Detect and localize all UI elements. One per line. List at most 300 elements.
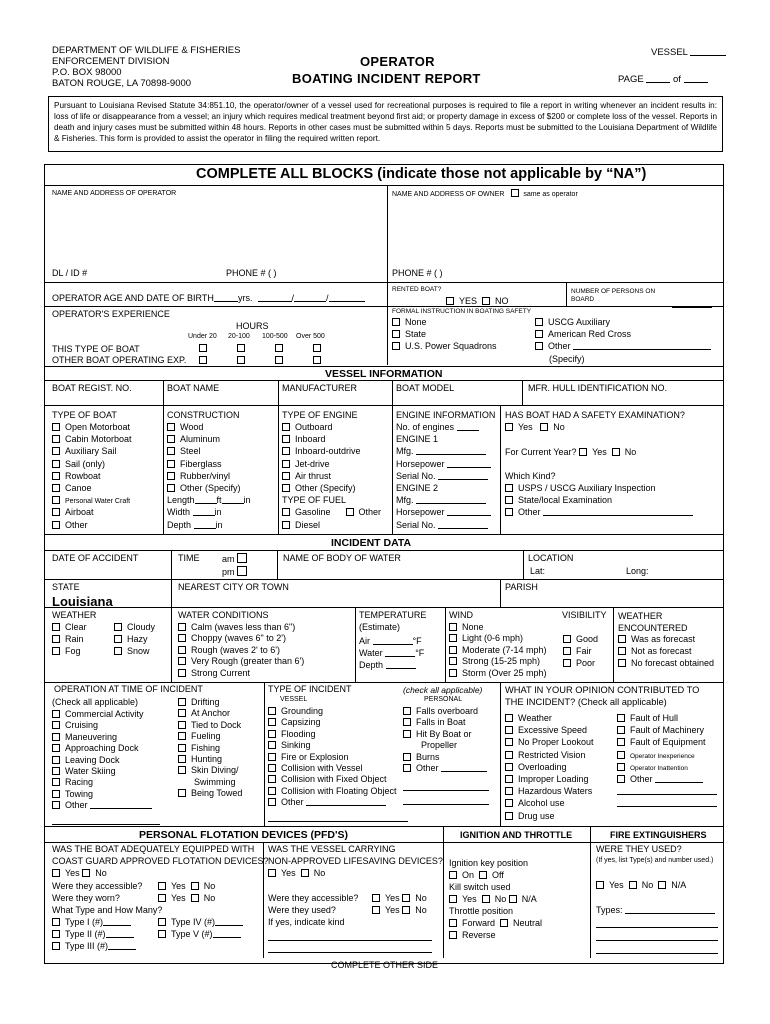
operation-left-list: Commercial Activity Cruising Maneuvering Approaching Dock Leaving Dock Water Skiing Racing Towing Other bbox=[52, 709, 152, 812]
checkbox[interactable] bbox=[52, 460, 60, 468]
engine2-hp-input[interactable] bbox=[447, 507, 491, 516]
checkbox[interactable] bbox=[449, 871, 457, 879]
checkbox[interactable] bbox=[52, 710, 60, 718]
checkbox[interactable] bbox=[158, 894, 166, 902]
checkbox[interactable] bbox=[482, 895, 490, 903]
type4-count-input[interactable] bbox=[215, 917, 243, 926]
state-value: Louisiana bbox=[52, 594, 113, 609]
rented-no-checkbox[interactable] bbox=[482, 297, 490, 305]
same-as-operator-checkbox[interactable] bbox=[511, 189, 519, 197]
length-in-input[interactable] bbox=[222, 495, 244, 504]
footer-note: COMPLETE OTHER SIDE bbox=[331, 960, 439, 970]
personal-other-line-2[interactable] bbox=[403, 796, 489, 807]
checkbox[interactable] bbox=[52, 635, 60, 643]
boat-name-label: BOAT NAME bbox=[167, 383, 220, 393]
checkbox[interactable] bbox=[237, 553, 247, 563]
checkbox[interactable] bbox=[563, 659, 571, 667]
pfd-title: PERSONAL FLOTATION DEVICES (PFD'S) bbox=[139, 829, 349, 841]
throttle-reverse: Reverse bbox=[449, 930, 496, 941]
state-label: STATE bbox=[52, 582, 80, 592]
type1-count-input[interactable] bbox=[103, 917, 131, 926]
checkbox[interactable] bbox=[535, 342, 543, 350]
checkbox[interactable] bbox=[178, 669, 186, 677]
checkbox[interactable] bbox=[275, 344, 283, 352]
checkbox[interactable] bbox=[403, 718, 411, 726]
formal-other-input[interactable] bbox=[573, 341, 711, 350]
hours-col-20-100: 20-100 bbox=[228, 333, 250, 340]
checkbox[interactable] bbox=[282, 460, 290, 468]
formal-left-list: None State U.S. Power Squadrons bbox=[392, 317, 497, 354]
form-title: BOATING INCIDENT REPORT bbox=[292, 71, 481, 86]
kind-line-1[interactable] bbox=[268, 932, 432, 943]
checkbox[interactable] bbox=[178, 766, 186, 774]
checkbox[interactable] bbox=[505, 496, 513, 504]
checkbox[interactable] bbox=[167, 460, 175, 468]
manufacturer-label: MANUFACTURER bbox=[282, 383, 358, 393]
checkbox[interactable] bbox=[617, 738, 625, 746]
checkbox[interactable] bbox=[392, 318, 400, 326]
department-address: DEPARTMENT OF WILDLIFE & FISHERIES ENFORCEMENT DIVISION P.O. BOX 98000 BATON ROUGE, LA 70898-9000 bbox=[52, 45, 241, 89]
checkbox[interactable] bbox=[617, 751, 625, 759]
checkbox[interactable] bbox=[617, 714, 625, 722]
water-temp: Water °F bbox=[359, 648, 425, 658]
checkbox[interactable] bbox=[505, 775, 513, 783]
checkbox[interactable] bbox=[52, 496, 60, 504]
checkbox[interactable] bbox=[52, 484, 60, 492]
checkbox[interactable] bbox=[282, 484, 290, 492]
nonapproved-used-label: Were they used? bbox=[268, 905, 336, 915]
safety-exam-label: HAS BOAT HAD A SAFETY EXAMINATION? bbox=[505, 410, 685, 420]
checkbox[interactable] bbox=[540, 423, 548, 431]
complete-all-heading: COMPLETE ALL BLOCKS (indicate those not applicable by “NA”) bbox=[196, 166, 647, 182]
contributing-line-2[interactable] bbox=[617, 798, 717, 807]
checkbox[interactable] bbox=[178, 634, 186, 642]
checkbox[interactable] bbox=[178, 657, 186, 665]
checkbox[interactable] bbox=[449, 919, 457, 927]
checkbox[interactable] bbox=[178, 698, 186, 706]
checkbox[interactable] bbox=[178, 789, 186, 797]
checkbox[interactable] bbox=[268, 753, 276, 761]
engine1-serial-input[interactable] bbox=[438, 471, 488, 480]
persons-on-board-label: NUMBER OF PERSONS ON BOARD bbox=[571, 288, 656, 303]
pfd-accessible-options: Yes No bbox=[158, 881, 215, 892]
checkbox[interactable] bbox=[612, 448, 620, 456]
incident-type-check-all: (check all applicable) bbox=[403, 685, 483, 695]
engine1-hp-input[interactable] bbox=[447, 459, 491, 468]
checkbox[interactable] bbox=[178, 721, 186, 729]
checkbox[interactable] bbox=[505, 738, 513, 746]
fire-used-label: WERE THEY USED? bbox=[596, 844, 682, 854]
other-exp-label: OTHER BOAT OPERATING EXP. bbox=[52, 355, 187, 365]
checkbox[interactable] bbox=[178, 732, 186, 740]
checkbox[interactable] bbox=[52, 778, 60, 786]
owner-phone-label: PHONE # ( ) bbox=[392, 268, 443, 278]
engine-type-list: Outboard Inboard Inboard-outdrive Jet-drive Air thrust Other (Specify) TYPE OF FUEL Gasoline Other Diesel bbox=[282, 422, 382, 530]
checkbox[interactable] bbox=[237, 356, 245, 364]
date-label: DATE OF ACCIDENT bbox=[52, 553, 139, 563]
checkbox[interactable] bbox=[268, 741, 276, 749]
safety-exam-options: Yes No bbox=[505, 422, 565, 433]
checkbox[interactable] bbox=[158, 918, 166, 926]
persons-input[interactable] bbox=[672, 299, 712, 310]
checkbox[interactable] bbox=[114, 635, 122, 643]
depth-input[interactable] bbox=[194, 520, 216, 529]
contributing-right-list: Fault of Hull Fault of Machinery Fault of Equipment Operator Inexperience Operator Inattention Other bbox=[617, 713, 717, 811]
exam-other-input[interactable] bbox=[543, 507, 693, 516]
long-label: Long: bbox=[626, 566, 649, 576]
checkbox[interactable] bbox=[191, 894, 199, 902]
dob-month-input[interactable] bbox=[258, 293, 292, 302]
water-conditions-list: Calm (waves less than 6") Choppy (waves 6" to 2') Rough (waves 2' to 6') Very Rough (greater than 6') Strong Current bbox=[178, 622, 304, 679]
checkbox[interactable] bbox=[505, 751, 513, 759]
type-of-boat-label: TYPE OF BOAT bbox=[52, 410, 117, 420]
checkbox[interactable] bbox=[392, 342, 400, 350]
checkbox[interactable] bbox=[449, 895, 457, 903]
checkbox[interactable] bbox=[617, 763, 625, 771]
pfd-q1-label: WAS THE BOAT ADEQUATELY EQUIPPED WITH bbox=[52, 844, 255, 854]
checkbox[interactable] bbox=[52, 647, 60, 655]
kill-switch-options: Yes No N/A bbox=[449, 894, 537, 905]
nonapproved-accessible-options: Yes No bbox=[372, 893, 427, 904]
operation-other-input[interactable] bbox=[90, 800, 152, 809]
incident-data-title: INCIDENT DATA bbox=[331, 537, 412, 549]
contributing-left-list: Weather Excessive Speed No Proper Lookout Restricted Vision Overloading Improper Loading Hazardous Waters Alcohol use Drug use bbox=[505, 713, 594, 823]
checkbox[interactable] bbox=[268, 764, 276, 772]
operation-check-all: (Check all applicable) bbox=[52, 697, 139, 707]
boat-type-list: Open Motorboat Cabin Motorboat Auxiliary Sail Sail (only) Rowboat Canoe Personal Water Craft Airboat Other bbox=[52, 422, 132, 532]
water-temp-input[interactable] bbox=[385, 648, 415, 657]
city-label: NEAREST CITY OR TOWN bbox=[178, 582, 289, 592]
checkbox[interactable] bbox=[282, 423, 290, 431]
rented-yes-checkbox[interactable] bbox=[446, 297, 454, 305]
checkbox[interactable] bbox=[658, 881, 666, 889]
kind-line-2[interactable] bbox=[268, 944, 432, 955]
checkbox[interactable] bbox=[52, 721, 60, 729]
checkbox[interactable] bbox=[282, 521, 290, 529]
checkbox[interactable] bbox=[505, 714, 513, 722]
page-input[interactable] bbox=[646, 74, 670, 83]
checkbox[interactable] bbox=[505, 484, 513, 492]
pfd-q1b-label: COAST GUARD APPROVED FLOTATION DEVICES? bbox=[52, 856, 269, 866]
checkbox[interactable] bbox=[114, 647, 122, 655]
checkbox[interactable] bbox=[449, 931, 457, 939]
checkbox[interactable] bbox=[52, 447, 60, 455]
checkbox[interactable] bbox=[52, 756, 60, 764]
checkbox[interactable] bbox=[52, 521, 60, 529]
checkbox[interactable] bbox=[178, 744, 186, 752]
length-ft-input[interactable] bbox=[195, 495, 217, 504]
fire-title: FIRE EXTINGUISHERS bbox=[610, 830, 707, 840]
checkbox[interactable] bbox=[535, 318, 543, 326]
engine2-mfg-input[interactable] bbox=[416, 495, 486, 504]
am-option: am bbox=[222, 553, 252, 565]
page-field: PAGE of bbox=[618, 74, 708, 86]
checkbox[interactable] bbox=[52, 508, 60, 516]
incident-type-label: TYPE OF INCIDENT bbox=[268, 684, 352, 694]
checkbox[interactable] bbox=[402, 906, 410, 914]
checkbox[interactable] bbox=[52, 423, 60, 431]
fire-line-1[interactable] bbox=[596, 919, 718, 930]
hull-id-label: MFR. HULL IDENTIFICATION NO. bbox=[528, 383, 668, 393]
checkbox[interactable] bbox=[505, 787, 513, 795]
checkbox[interactable] bbox=[52, 942, 60, 950]
checkbox[interactable] bbox=[178, 623, 186, 631]
checkbox[interactable] bbox=[535, 330, 543, 338]
checkbox[interactable] bbox=[268, 775, 276, 783]
formal-right-list: USCG Auxiliary American Red Cross Other (Specify) bbox=[535, 317, 711, 366]
boat-regist-label: BOAT REGIST. NO. bbox=[52, 383, 132, 393]
checkbox[interactable] bbox=[178, 709, 186, 717]
fire-types-input[interactable] bbox=[625, 905, 715, 914]
checkbox[interactable] bbox=[449, 669, 457, 677]
checkbox[interactable] bbox=[479, 871, 487, 879]
pfd-what-label: What Type and How Many? bbox=[52, 905, 163, 915]
checkbox[interactable] bbox=[268, 787, 276, 795]
nonapproved-used-options: Yes No bbox=[372, 905, 427, 916]
kill-switch-label: Kill switch used bbox=[449, 882, 511, 892]
form-title-operator: OPERATOR bbox=[360, 54, 435, 69]
rented-options: YES NO bbox=[446, 296, 509, 307]
temperature-label: TEMPERATURE bbox=[359, 610, 427, 620]
checkbox[interactable] bbox=[505, 763, 513, 771]
hours-col-over500: Over 500 bbox=[296, 333, 325, 340]
age-dob-label: OPERATOR AGE AND DATE OF BIRTH bbox=[52, 293, 214, 303]
operation-label: OPERATION AT TIME OF INCIDENT bbox=[54, 684, 203, 694]
checkbox[interactable] bbox=[199, 356, 207, 364]
checkbox[interactable] bbox=[372, 894, 380, 902]
throttle-options: Forward Neutral bbox=[449, 918, 542, 929]
checkbox[interactable] bbox=[52, 869, 60, 877]
engine2-serial-input[interactable] bbox=[438, 520, 488, 529]
checkbox[interactable] bbox=[52, 744, 60, 752]
fire-line-2[interactable] bbox=[596, 932, 718, 943]
parish-label: PARISH bbox=[505, 582, 538, 592]
contributing-line-1[interactable] bbox=[617, 786, 717, 795]
checkbox[interactable] bbox=[403, 753, 411, 761]
checkbox[interactable] bbox=[167, 447, 175, 455]
wind-list: None Light (0-6 mph) Moderate (7-14 mph) Strong (15-25 mph) Storm (Over 25 mph) bbox=[449, 622, 547, 679]
engine1-mfg-input[interactable] bbox=[416, 446, 486, 455]
checkbox[interactable] bbox=[52, 733, 60, 741]
checkbox[interactable] bbox=[505, 423, 513, 431]
checkbox[interactable] bbox=[449, 634, 457, 642]
contributing-label: WHAT IN YOUR OPINION CONTRIBUTED TO THE INCIDENT? (Check all applicable) bbox=[505, 685, 700, 707]
time-label: TIME bbox=[178, 553, 200, 563]
checkbox[interactable] bbox=[237, 566, 247, 576]
incident-vessel-list: Grounding Capsizing Flooding Sinking Fire or Explosion Collision with Vessel Collision with Fixed Object Collision with Floating Object Other bbox=[268, 706, 397, 809]
incident-other-line[interactable] bbox=[268, 813, 408, 824]
checkbox[interactable] bbox=[403, 707, 411, 715]
checkbox[interactable] bbox=[52, 801, 60, 809]
water-conditions-label: WATER CONDITIONS bbox=[178, 610, 269, 620]
checkbox[interactable] bbox=[268, 718, 276, 726]
hours-col-under20: Under 20 bbox=[188, 333, 217, 340]
pfd-types-right: Type IV (#) Type V (#) bbox=[158, 917, 243, 941]
incident-personal-list: Falls overboard Falls in Boat Hit By Boat or Propeller Burns Other bbox=[403, 706, 487, 774]
checkbox[interactable] bbox=[52, 435, 60, 443]
checkbox[interactable] bbox=[178, 755, 186, 763]
fire-types: Types: bbox=[596, 905, 715, 916]
checkbox[interactable] bbox=[617, 775, 625, 783]
checkbox[interactable] bbox=[52, 790, 60, 798]
water-depth-input[interactable] bbox=[386, 660, 416, 669]
checkbox[interactable] bbox=[282, 447, 290, 455]
checkbox[interactable] bbox=[167, 472, 175, 480]
checkbox[interactable] bbox=[167, 484, 175, 492]
checkbox[interactable] bbox=[268, 730, 276, 738]
checkbox[interactable] bbox=[158, 882, 166, 890]
engine-type-label: TYPE OF ENGINE bbox=[282, 410, 358, 420]
checkbox[interactable] bbox=[372, 906, 380, 914]
checkbox[interactable] bbox=[563, 635, 571, 643]
incident-other-input[interactable] bbox=[306, 797, 386, 806]
contributing-other-input[interactable] bbox=[655, 774, 703, 783]
checkbox[interactable] bbox=[52, 767, 60, 775]
checkbox[interactable] bbox=[282, 508, 290, 516]
dob-year-input[interactable] bbox=[329, 293, 365, 302]
ignition-title: IGNITION AND THROTTLE bbox=[460, 830, 573, 840]
operator-name-label: NAME AND ADDRESS OF OPERATOR bbox=[52, 190, 177, 197]
exam-kind-list: USPS / USCG Auxiliary Inspection State/local Examination Other bbox=[505, 483, 693, 520]
fire-list-label: (If yes, list Type(s) and number used.) bbox=[596, 857, 714, 864]
weather-encountered-label: WEATHER ENCOUNTERED bbox=[618, 611, 688, 633]
pfd-q1-options: Yes No bbox=[52, 868, 107, 879]
checkbox[interactable] bbox=[237, 344, 245, 352]
vessel-input[interactable] bbox=[690, 47, 726, 56]
type5-count-input[interactable] bbox=[213, 929, 241, 938]
ignition-key-label: Ignition key position bbox=[449, 858, 529, 868]
checkbox[interactable] bbox=[158, 930, 166, 938]
ignition-key-options: On Off bbox=[449, 870, 504, 881]
checkbox[interactable] bbox=[282, 435, 290, 443]
checkbox[interactable] bbox=[52, 930, 60, 938]
pfd-q2-options: Yes No bbox=[268, 868, 325, 879]
fire-line-3[interactable] bbox=[596, 945, 718, 956]
checkbox[interactable] bbox=[346, 508, 354, 516]
pfd-worn-options: Yes No bbox=[158, 893, 215, 904]
checkbox[interactable] bbox=[449, 646, 457, 654]
engine-info-label: ENGINE INFORMATION bbox=[396, 410, 496, 420]
personal-subheading: PERSONAL bbox=[424, 696, 463, 703]
checkbox[interactable] bbox=[52, 472, 60, 480]
checkbox[interactable] bbox=[618, 647, 626, 655]
operator-phone-label: PHONE # ( ) bbox=[226, 268, 277, 278]
checkbox[interactable] bbox=[563, 647, 571, 655]
dl-id-label: DL / ID # bbox=[52, 268, 88, 278]
num-engines-input[interactable] bbox=[457, 422, 479, 431]
nonapproved-kind-label: If yes, indicate kind bbox=[268, 917, 345, 927]
checkbox[interactable] bbox=[82, 869, 90, 877]
checkbox[interactable] bbox=[199, 344, 207, 352]
checkbox[interactable] bbox=[313, 356, 321, 364]
checkbox[interactable] bbox=[392, 330, 400, 338]
depth: Depth bbox=[359, 660, 416, 671]
checkbox[interactable] bbox=[403, 764, 411, 772]
checkbox[interactable] bbox=[505, 726, 513, 734]
nonapproved-accessible-label: Were they accessible? bbox=[268, 893, 359, 903]
checkbox[interactable] bbox=[402, 894, 410, 902]
estimate-label: (Estimate) bbox=[359, 622, 401, 632]
this-type-checkboxes bbox=[199, 343, 326, 354]
weather-label: WEATHER bbox=[52, 610, 97, 620]
checkbox[interactable] bbox=[178, 646, 186, 654]
personal-other-input[interactable] bbox=[441, 763, 487, 772]
checkbox[interactable] bbox=[167, 435, 175, 443]
checkbox[interactable] bbox=[505, 812, 513, 820]
checkbox[interactable] bbox=[191, 882, 199, 890]
visibility-label: VISIBILITY bbox=[562, 610, 607, 620]
formal-instruction-label: FORMAL INSTRUCTION IN BOATING SAFETY bbox=[392, 308, 532, 315]
age-field: yrs. / / bbox=[214, 293, 365, 304]
pfd-accessible-label: Were they accessible? bbox=[52, 881, 143, 891]
page-total-input[interactable] bbox=[684, 74, 708, 83]
air-temp-input[interactable] bbox=[373, 636, 413, 645]
body-of-water-label: NAME OF BODY OF WATER bbox=[283, 553, 401, 563]
vessel-field: VESSEL bbox=[651, 47, 726, 59]
other-exp-checkboxes bbox=[199, 355, 326, 366]
checkbox[interactable] bbox=[114, 623, 122, 631]
hours-label: HOURS bbox=[236, 321, 269, 331]
checkbox[interactable] bbox=[282, 472, 290, 480]
checkbox[interactable] bbox=[449, 623, 457, 631]
checkbox[interactable] bbox=[579, 448, 587, 456]
checkbox[interactable] bbox=[313, 344, 321, 352]
visibility-list: Good Fair Poor bbox=[563, 634, 598, 671]
type2-count-input[interactable] bbox=[106, 929, 134, 938]
pfd-types-left: Type I (#) Type II (#) Type III (#) bbox=[52, 917, 136, 954]
weather-left-list: Clear Rain Fog bbox=[52, 622, 87, 659]
checkbox[interactable] bbox=[403, 730, 411, 738]
boat-model-label: BOAT MODEL bbox=[396, 383, 455, 393]
checkbox[interactable] bbox=[52, 918, 60, 926]
checkbox[interactable] bbox=[167, 423, 175, 431]
checkbox[interactable] bbox=[268, 798, 276, 806]
dob-day-input[interactable] bbox=[294, 293, 326, 302]
experience-label: OPERATOR'S EXPERIENCE bbox=[52, 309, 170, 319]
weather-right-list: Cloudy Hazy Snow bbox=[114, 622, 155, 659]
checkbox[interactable] bbox=[505, 508, 513, 516]
checkbox[interactable] bbox=[617, 726, 625, 734]
operation-right-list: Drifting At Anchor Tied to Dock Fueling Fishing Hunting Skin Diving/ Swimming Being Towed bbox=[178, 697, 242, 800]
checkbox[interactable] bbox=[629, 881, 637, 889]
pfd-worn-label: Were they worn? bbox=[52, 893, 120, 903]
checkbox[interactable] bbox=[268, 707, 276, 715]
current-year-options: For Current Year? Yes No bbox=[505, 447, 637, 457]
checkbox[interactable] bbox=[449, 657, 457, 665]
checkbox[interactable] bbox=[618, 659, 626, 667]
engine-info-list: No. of engines ENGINE 1 Mfg. Horsepower Serial No. ENGINE 2 Mfg. Horsepower Serial No. bbox=[396, 422, 491, 532]
lat-label: Lat: bbox=[530, 566, 546, 576]
checkbox[interactable] bbox=[618, 635, 626, 643]
checkbox[interactable] bbox=[275, 356, 283, 364]
personal-other-line-1[interactable] bbox=[403, 782, 489, 793]
construction-label: CONSTRUCTION bbox=[167, 410, 240, 420]
checkbox[interactable] bbox=[301, 869, 309, 877]
age-input[interactable] bbox=[214, 293, 238, 302]
this-type-label: THIS TYPE OF BOAT bbox=[52, 344, 140, 354]
checkbox[interactable] bbox=[500, 919, 508, 927]
checkbox[interactable] bbox=[268, 869, 276, 877]
checkbox[interactable] bbox=[52, 623, 60, 631]
throttle-label: Throttle position bbox=[449, 906, 514, 916]
type3-count-input[interactable] bbox=[108, 941, 136, 950]
checkbox[interactable] bbox=[596, 881, 604, 889]
width-input[interactable] bbox=[193, 507, 215, 516]
checkbox[interactable] bbox=[509, 895, 517, 903]
checkbox[interactable] bbox=[505, 799, 513, 807]
hours-col-100-500: 100-500 bbox=[262, 333, 288, 340]
legal-notice: Pursuant to Louisiana Revised Statute 34:851.10, the operator/owner of a vessel used for recreational purposes is required to file a report in writing whenever an incident results in: loss of life or disappearance from a vessel; an injury which requires medical treatment beyond first aid; or property damage in excess of $200 or complete loss of the vessel. Reports in death and injury cases must be submitted within 48 hours. Reports in other cases must be submitted within 5 days. Reports must be submitted to the Louisiana Department of Wildlife & Fisheries. This form is provided to assist the operator in filing the required written report. bbox=[48, 96, 723, 152]
